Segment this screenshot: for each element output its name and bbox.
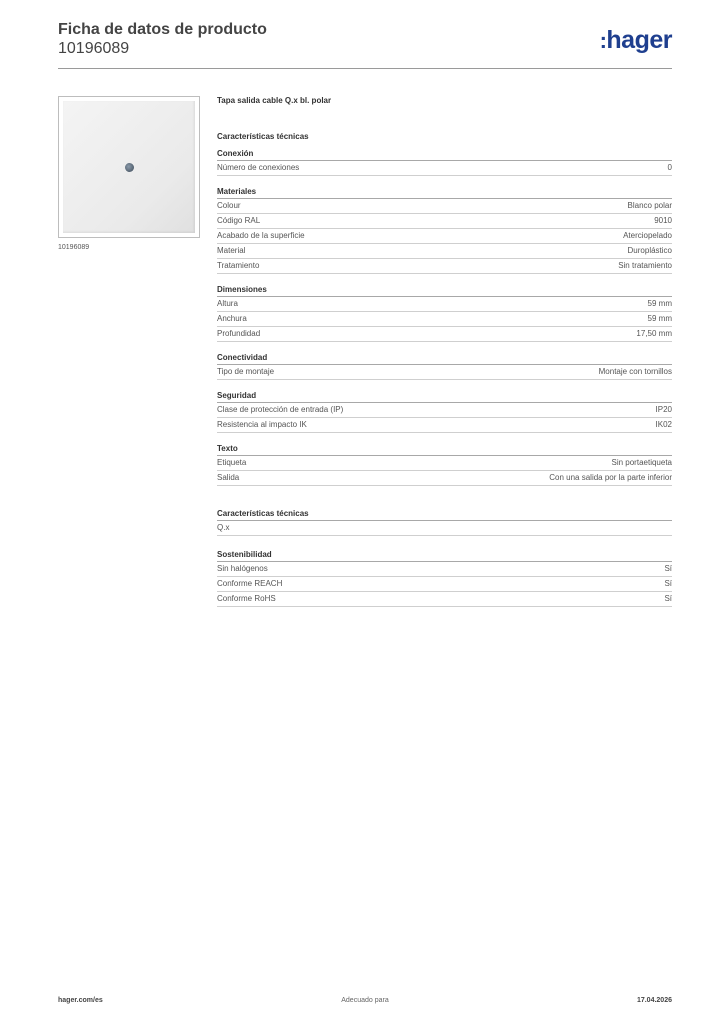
spec-label: Q.x: [217, 523, 230, 532]
spec-row: [217, 456, 672, 471]
spec-value: Aterciopelado: [623, 231, 672, 240]
document-header: [58, 20, 672, 58]
footer-date: 17.04.2026: [636, 997, 672, 1004]
spec-label: Acabado de la superficie: [217, 231, 305, 240]
spec-label: Anchura: [217, 314, 247, 323]
spec-value: 59 mm: [647, 314, 672, 323]
product-image: [58, 96, 200, 238]
spec-label: Clase de protección de entrada (IP): [217, 405, 344, 414]
section-title: Conexión: [217, 148, 672, 161]
spec-row: [217, 577, 672, 592]
logo-text: hager: [606, 26, 672, 54]
spec-section: [217, 284, 672, 342]
spec-row: [217, 244, 672, 259]
spec-value: Sí: [664, 564, 672, 573]
header-divider: [58, 68, 672, 69]
spec-label: Material: [217, 246, 246, 255]
spec-row: [217, 592, 672, 607]
section-title: Materiales: [217, 186, 672, 199]
spec-row: [217, 259, 672, 274]
cover-plate: [63, 101, 195, 233]
product-number: 10196089: [58, 40, 130, 57]
section-title: Texto: [217, 443, 672, 456]
spec-value: 59 mm: [647, 299, 672, 308]
spec-value: 9010: [654, 216, 672, 225]
spec-section: [217, 549, 672, 607]
spec-row: [217, 365, 672, 380]
page-footer: [58, 997, 672, 1011]
spec-row: [217, 214, 672, 229]
spec-label: Salida: [217, 473, 240, 482]
spec-section: [217, 186, 672, 274]
spec-row: [217, 418, 672, 433]
spec-section: [217, 148, 672, 176]
footer-website: hager.com/es: [58, 997, 103, 1004]
section-title: Características técnicas: [217, 508, 672, 521]
spec-value: Sí: [664, 594, 672, 603]
section-title: Sostenibilidad: [217, 549, 672, 562]
spec-row: [217, 471, 672, 486]
spec-value: Sin portaetiqueta: [611, 458, 672, 467]
spec-value: 17,50 mm: [636, 329, 672, 338]
spec-label: Etiqueta: [217, 458, 247, 467]
spec-value: IK02: [655, 420, 672, 429]
spec-sections: [217, 148, 672, 486]
specifications: [217, 96, 672, 607]
spec-row: [217, 312, 672, 327]
spec-value: Blanco polar: [627, 201, 672, 210]
spec-value: IP20: [655, 405, 672, 414]
spec-sections-secondary: [217, 508, 672, 607]
product-name: Tapa salida cable Q.x bl. polar: [217, 96, 332, 105]
spec-label: Conforme REACH: [217, 579, 283, 588]
spec-label: Resistencia al impacto IK: [217, 420, 307, 429]
spec-row: [217, 229, 672, 244]
spec-label: Número de conexiones: [217, 163, 300, 172]
technical-heading: Características técnicas: [217, 132, 309, 141]
spec-row: [217, 327, 672, 342]
spec-row: [217, 161, 672, 176]
spec-label: Tipo de montaje: [217, 367, 275, 376]
image-caption: 10196089: [58, 244, 90, 251]
spec-section: [217, 390, 672, 433]
hager-logo: :hager: [599, 26, 672, 54]
spec-row: [217, 403, 672, 418]
spec-label: Altura: [217, 299, 238, 308]
spec-section: [217, 443, 672, 486]
spec-label: Tratamiento: [217, 261, 260, 270]
footer-center-text: Adecuado para: [341, 997, 389, 1004]
document-title: Ficha de datos de producto: [58, 21, 267, 38]
spec-value: Sin tratamiento: [618, 261, 672, 270]
spec-label: Sin halógenos: [217, 564, 268, 573]
spec-value: 0: [667, 163, 672, 172]
spec-value: Montaje con tornillos: [598, 367, 672, 376]
spec-row: [217, 297, 672, 312]
spec-label: Código RAL: [217, 216, 261, 225]
spec-value: Con una salida por la parte inferior: [549, 473, 672, 482]
section-title: Conectividad: [217, 352, 672, 365]
section-title: Dimensiones: [217, 284, 672, 297]
spec-label: Conforme RoHS: [217, 594, 276, 603]
spec-row: [217, 562, 672, 577]
spec-label: Colour: [217, 201, 241, 210]
spec-section: [217, 508, 672, 536]
cable-outlet-hole: [125, 163, 134, 172]
spec-row: [217, 199, 672, 214]
spec-section: [217, 352, 672, 380]
spec-label: Profundidad: [217, 329, 261, 338]
section-title: Seguridad: [217, 390, 672, 403]
spec-row: [217, 521, 672, 536]
spec-value: Duroplástico: [627, 246, 672, 255]
spec-value: Sí: [664, 579, 672, 588]
